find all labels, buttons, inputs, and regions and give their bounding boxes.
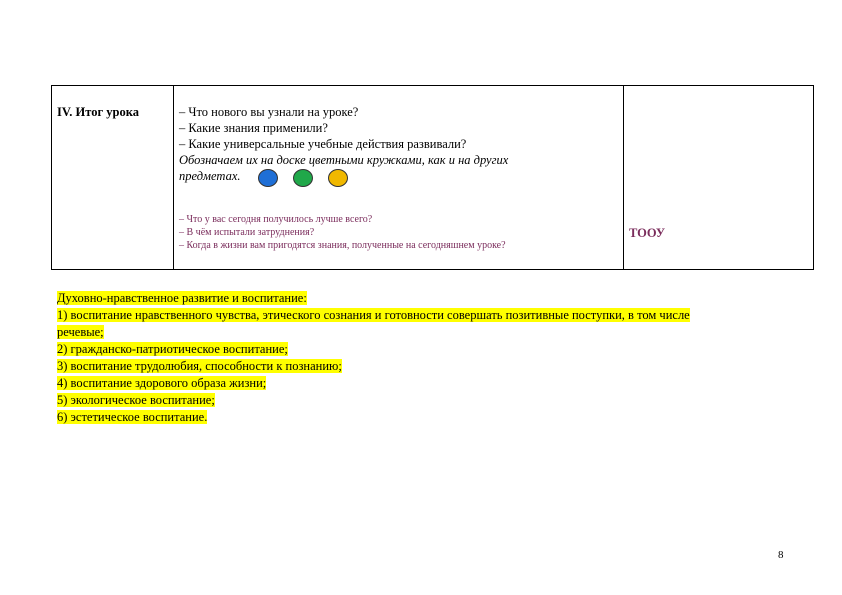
- question-list: [174, 86, 623, 252]
- values-block: [57, 290, 777, 426]
- activity-cell: [174, 86, 624, 270]
- board-note: [179, 152, 619, 191]
- stage-cell: [52, 86, 174, 270]
- lesson-table: [51, 85, 814, 270]
- values-item: 1) воспитание нравственного чувства, этического сознания и готовности совершать позитивные поступки, в том числе: [57, 308, 690, 322]
- question-item: – Какие знания применили?: [179, 121, 328, 135]
- reflection-questions: [179, 213, 619, 252]
- values-item: 4) воспитание здорового образа жизни;: [57, 376, 267, 390]
- values-item: 5) экологическое воспитание;: [57, 393, 215, 407]
- yellow-circle-icon: [328, 169, 348, 187]
- blue-circle-icon: [258, 169, 278, 187]
- reflection-item: – Что у вас сегодня получилось лучше всего?: [179, 214, 373, 225]
- green-circle-icon: [293, 169, 313, 187]
- question-item: – Какие универсальные учебные действия развивали?: [179, 137, 467, 151]
- stage-name: IV. Итог урока: [57, 105, 139, 119]
- values-item: 3) воспитание трудолюбия, способности к познанию;: [57, 359, 342, 373]
- question-item: – Что нового вы узнали на уроке?: [179, 105, 359, 119]
- color-circles: [258, 169, 360, 191]
- board-note-line: Обозначаем их на доске цветными кружками, как и на других: [179, 153, 509, 167]
- board-note-line2: [179, 168, 619, 191]
- reflection-item: – Когда в жизни вам пригодятся знания, полученные на сегодняшнем уроке?: [179, 240, 506, 251]
- uud-label: ТООУ: [629, 226, 666, 240]
- values-item-continuation: речевые;: [57, 325, 104, 339]
- board-note-end: предметах.: [179, 169, 241, 183]
- uud-cell: [624, 86, 814, 270]
- values-item: 6) эстетическое воспитание.: [57, 410, 208, 424]
- page-number: 8: [778, 549, 784, 561]
- values-item: 2) гражданско-патриотическое воспитание;: [57, 342, 288, 356]
- table-row: [52, 86, 814, 270]
- values-title: Духовно-нравственное развитие и воспитание:: [57, 291, 307, 305]
- reflection-item: – В чём испытали затруднения?: [179, 227, 315, 238]
